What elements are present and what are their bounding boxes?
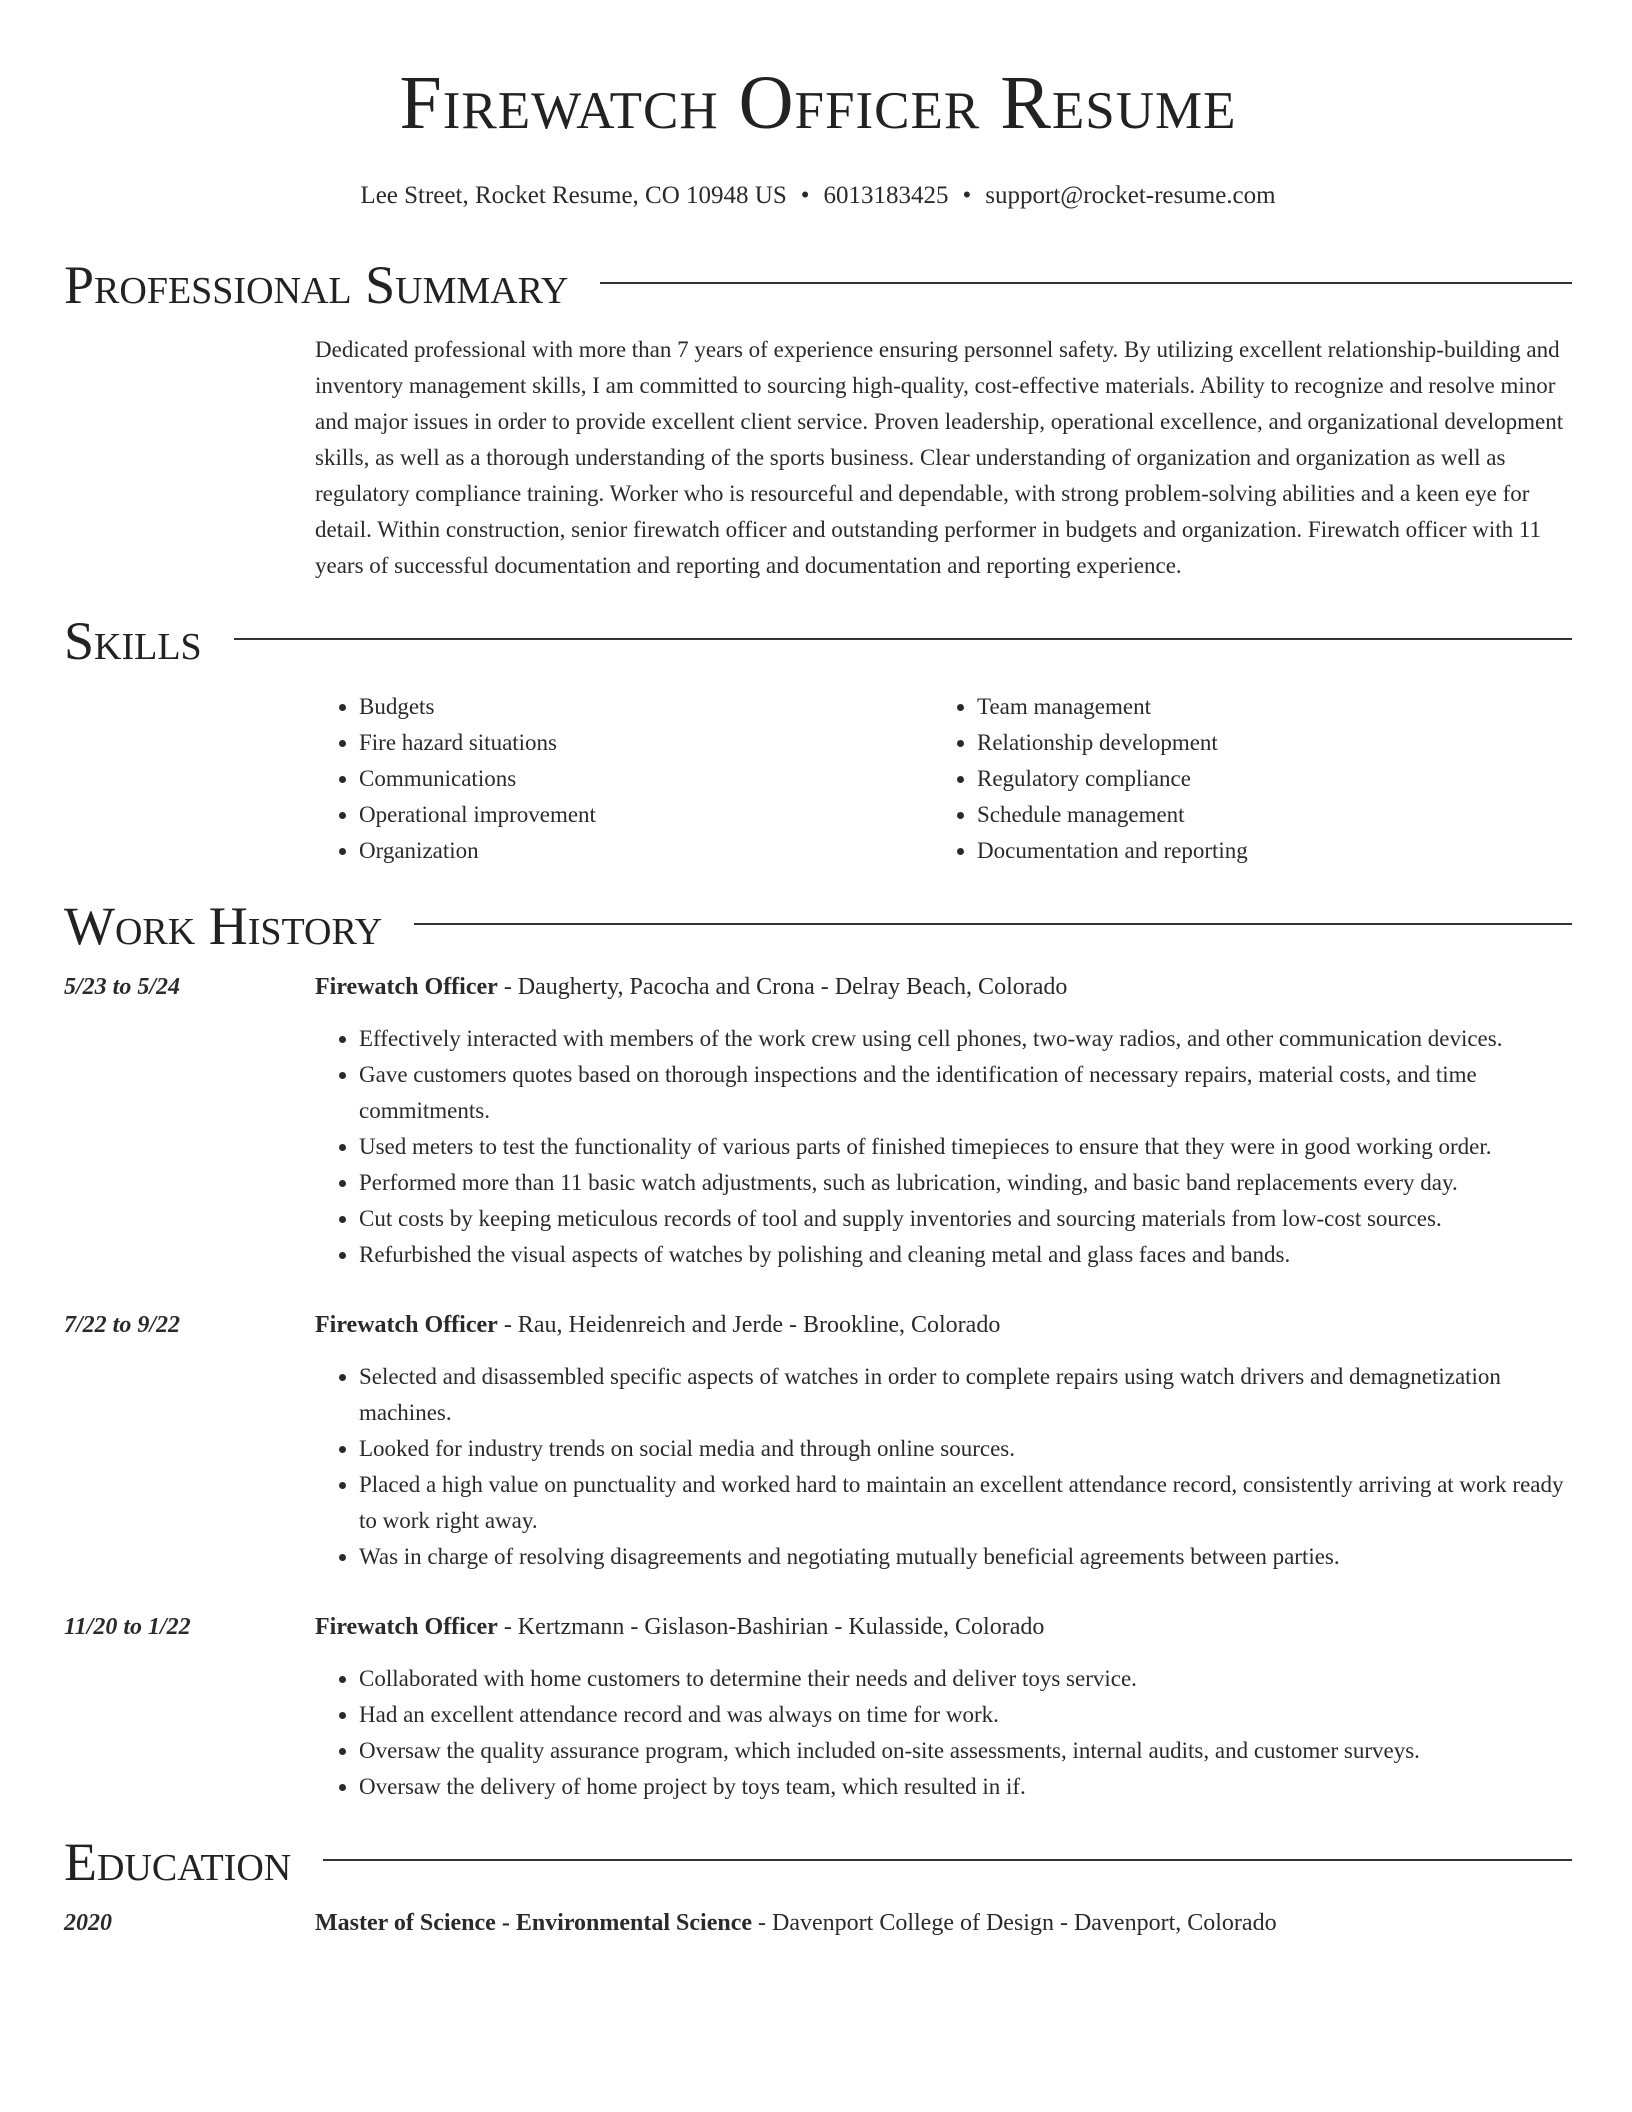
skill-item: • Regulatory compliance	[977, 761, 1551, 797]
skill-item: • Operational improvement	[359, 797, 933, 833]
work-heading: Work History	[64, 896, 383, 956]
job-duty: • Placed a high value on punctuality and worked hard to maintain an excellent attendance record, consistently arriving at work ready to work right away.	[359, 1467, 1572, 1539]
education-degree: Master of Science - Environmental Science	[315, 1910, 753, 1936]
skill-item: • Schedule management	[977, 797, 1551, 833]
contact-email: support@rocket-resume.com	[985, 182, 1276, 209]
section-divider	[234, 638, 1572, 640]
job-duty: • Had an excellent attendance record and was always on time for work.	[359, 1697, 1572, 1733]
resume-title: Firewatch Officer Resume	[399, 61, 1237, 145]
job-duty: • Gave customers quotes based on thorough inspections and the identification of necessary repairs, material costs, and time commitments.	[359, 1057, 1572, 1129]
job-employer: - Kertzmann - Gislason-Bashirian - Kulasside, Colorado	[497, 1614, 1045, 1640]
education-section-header	[64, 1831, 1572, 1893]
education-school: - Davenport College of Design - Davenport, Colorado	[752, 1910, 1277, 1936]
job-title: Firewatch Officer	[315, 1312, 498, 1338]
section-divider	[600, 282, 1572, 284]
job-duty: • Oversaw the quality assurance program, which included on-site assessments, internal audits, and customer surveys.	[359, 1733, 1572, 1769]
job-duty: • Effectively interacted with members of the work crew using cell phones, two-way radios, and other communication devices.	[359, 1021, 1572, 1057]
job-duties	[315, 1661, 1572, 1805]
skills-heading: Skills	[64, 611, 202, 671]
skills-column-right	[933, 689, 1551, 869]
skill-item: • Budgets	[359, 689, 933, 725]
contact-line	[64, 182, 1572, 216]
skills-section-header	[64, 610, 1572, 672]
job-body	[315, 969, 1572, 1273]
summary-section-header	[64, 254, 1572, 316]
job-dates: 7/22 to 9/22	[64, 1312, 181, 1338]
job-body	[315, 1609, 1572, 1805]
job-dates: 11/20 to 1/22	[64, 1614, 191, 1640]
skill-item: • Organization	[359, 833, 933, 869]
job-entry	[64, 969, 1572, 1273]
job-entry	[64, 1307, 1572, 1575]
job-duty: • Oversaw the delivery of home project by toys team, which resulted in if.	[359, 1769, 1572, 1805]
job-heading	[315, 1307, 1572, 1343]
job-duty: • Was in charge of resolving disagreements and negotiating mutually beneficial agreements between parties.	[359, 1539, 1572, 1575]
skill-item: • Communications	[359, 761, 933, 797]
job-duty: • Collaborated with home customers to determine their needs and deliver toys service.	[359, 1661, 1572, 1697]
job-duties	[315, 1359, 1572, 1575]
contact-phone: 6013183425	[823, 182, 949, 209]
job-duty: • Refurbished the visual aspects of watches by polishing and cleaning metal and glass faces and bands.	[359, 1237, 1572, 1273]
job-heading	[315, 969, 1572, 1005]
skills-list	[315, 689, 1572, 869]
skill-item: • Fire hazard situations	[359, 725, 933, 761]
resume-page	[64, 0, 1572, 1941]
summary-heading: Professional Summary	[64, 255, 569, 315]
education-year: 2020	[64, 1910, 112, 1936]
work-section-header	[64, 895, 1572, 957]
job-entry	[64, 1609, 1572, 1805]
section-divider	[323, 1859, 1572, 1861]
summary-text: Dedicated professional with more than 7 years of experience ensuring personnel safety. By utilizing excellent relationship-building and inventory management skills, I am committed to sourcing high-quality, cost-effective materials. Ability to recognize and resolve minor and major issues in order to provide excellent client service. Proven leadership, operational excellence, and organizational development skills, as well as a thorough understanding of the sports business. Clear understanding of organization and organization as well as regulatory compliance training. Worker who is resourceful and dependable, with strong problem-solving abilities and a keen eye for detail. Within construction, senior firewatch officer and outstanding performer in budgets and organization. Firewatch officer with 11 years of successful documentation and reporting and documentation and reporting experience.	[315, 337, 1564, 578]
job-heading	[315, 1609, 1572, 1645]
job-duty: • Selected and disassembled specific aspects of watches in order to complete repairs using watch drivers and demagnetization machines.	[359, 1359, 1572, 1431]
education-entry	[64, 1905, 1572, 1941]
contact-separator: •	[800, 182, 810, 209]
education-body	[315, 1905, 1572, 1941]
job-dates: 5/23 to 5/24	[64, 974, 181, 1000]
job-title: Firewatch Officer	[315, 1614, 498, 1640]
job-duty: • Looked for industry trends on social media and through online sources.	[359, 1431, 1572, 1467]
skills-column-left	[315, 689, 933, 869]
section-divider	[414, 923, 1572, 925]
job-duty: • Performed more than 11 basic watch adjustments, such as lubrication, winding, and basic band replacements every day.	[359, 1165, 1572, 1201]
skill-item: • Relationship development	[977, 725, 1551, 761]
contact-address: Lee Street, Rocket Resume, CO 10948 US	[360, 182, 787, 209]
education-heading-line	[315, 1905, 1572, 1941]
skill-item: • Documentation and reporting	[977, 833, 1551, 869]
job-title: Firewatch Officer	[315, 974, 498, 1000]
job-duties	[315, 1021, 1572, 1273]
job-employer: - Daugherty, Pacocha and Crona - Delray Beach, Colorado	[497, 974, 1068, 1000]
job-duty: • Cut costs by keeping meticulous records of tool and supply inventories and sourcing materials from low-cost sources.	[359, 1201, 1572, 1237]
job-employer: - Rau, Heidenreich and Jerde - Brookline, Colorado	[497, 1312, 1001, 1338]
job-duty: • Used meters to test the functionality of various parts of finished timepieces to ensure that they were in good working order.	[359, 1129, 1572, 1165]
job-body	[315, 1307, 1572, 1575]
summary-block	[315, 332, 1572, 584]
skill-item: • Team management	[977, 689, 1551, 725]
contact-separator: •	[962, 182, 972, 209]
education-heading: Education	[64, 1832, 292, 1892]
